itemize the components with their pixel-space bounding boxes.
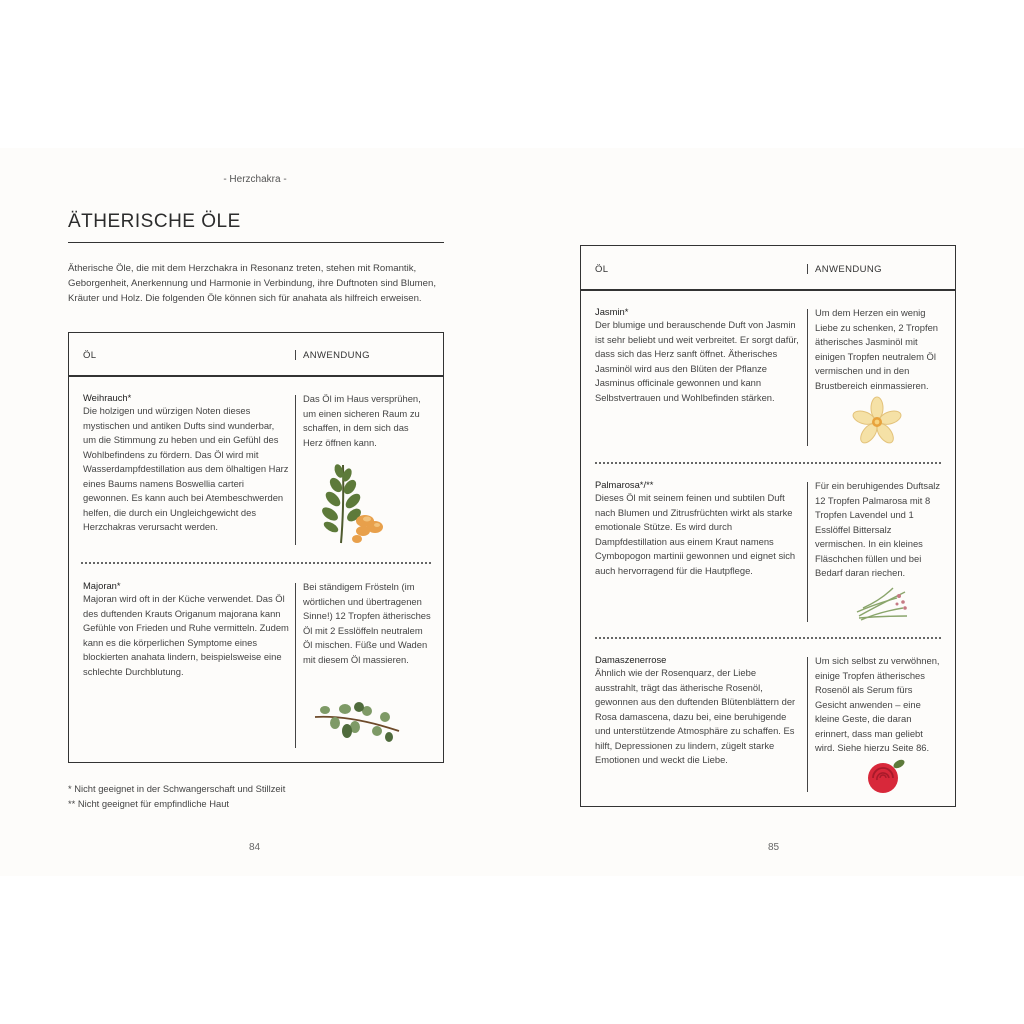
oil-application: Das Öl im Haus versprühen, um einen sicheren Raum zu schaffen, in dem sich das Herz öffnen kann. [303, 393, 421, 448]
oil-application: Um sich selbst zu verwöhnen, einige Tropfen ätherisches Rosenöl als Serum fürs Gesicht anwenden – eine kleine Geste, die daran erinnert, dass man geliebt wird. Siehe hierzu Seite 86. [815, 655, 940, 753]
intro-paragraph: Ätherische Öle, die mit dem Herzchakra in Resonanz treten, stehen mit Romantik, Geborgenheit, Anerkennung und Harmonie in Verbindung, ihre Duftnoten sind Blumen, Kräuter und Holz. Die folgenden Öle können sich für anahata als hilfreich erweisen. [68, 263, 437, 304]
oil-row-weihrauch [83, 392, 289, 535]
column-header-application: ANWENDUNG [303, 350, 370, 361]
oil-application: Bei ständigem Frösteln (im wörtlichen und übertragenen Sinne!) 12 Tropfen ätherisches Öl mit 2 Esslöffeln neutralem Öl mischen. Füße und Waden mit diesem Öl massieren. [303, 581, 431, 665]
oil-table-left [68, 332, 444, 763]
frankincense-plant-icon [317, 459, 389, 547]
oil-description: Der blumige und berauschende Duft von Jasmin ist sehr beliebt und weit verbreitet. Er sorgt dafür, dass sich das Herz sanft öffnet. Ätherisches Jasminöl wird aus den Blüten der Pflanze Jasminus officinale gewonnen und kann Selbstvertrauen und Wohlbefinden stärken. [595, 319, 799, 403]
rose-icon [863, 756, 907, 796]
oil-name: Damaszenerrose [595, 654, 667, 665]
oil-name: Palmarosa*/** [595, 479, 654, 490]
oil-description: Dieses Öl mit seinem feinen und subtilen Duft nach Blumen und Zitrusfrüchten wirkt als starke emotionale Stütze. Es wird durch Dampfdestillation aus einem Kraut namens Cymbopogon martinii gewonnen und eignet sich auch hervorragend für die Hautpflege. [595, 492, 796, 576]
oil-row-jasmin [595, 306, 801, 405]
column-header-divider [807, 264, 808, 274]
oil-description: Die holzigen und würzigen Noten dieses mystischen und antiken Dufts sind wunderbar, um die Stimmung zu heben und ein Gefühl des Wohlbefindens zu fördern. Das Öl wird mit Wasserdampfdestillation aus dem ölhaltigen Harz eines Baums namens Boswellia carteri gewonnen. Es kann auch bei Atembeschwerden helfen, die durch ein Ungleichgewicht des Herzchakras verursacht werden. [83, 405, 289, 532]
header-rule [581, 289, 955, 291]
column-divider [807, 309, 808, 446]
oil-row-damaszenerrose [595, 654, 801, 768]
oil-application: Für ein beruhigendes Duftsalz 12 Tropfen Palmarosa mit 8 Tropfen Lavendel und 1 Esslöffel Bittersalz vermischen. In ein kleines Fläschchen füllen und bei Bedarf daran riechen. [815, 480, 941, 578]
oil-application: Um dem Herzen ein wenig Liebe zu schenken, 2 Tropfen ätherisches Jasminöl mit einigen Tropfen neutralem Öl vermischen und in den Brustbereich einmassieren. [815, 307, 939, 391]
page-title: ÄTHERISCHE ÖLE [68, 211, 241, 232]
title-rule [68, 242, 444, 243]
oil-row-majoran [83, 580, 289, 679]
page-number-right: 85 [768, 842, 780, 853]
oil-table-right [580, 245, 956, 807]
column-divider [295, 395, 296, 545]
column-header-divider [295, 350, 296, 360]
jasmine-flower-icon [851, 396, 903, 448]
column-divider [807, 657, 808, 792]
oil-name: Majoran* [83, 580, 121, 591]
column-divider [295, 583, 296, 748]
column-divider [807, 482, 808, 622]
header-rule [69, 375, 443, 377]
column-header-oil: ÖL [595, 264, 609, 275]
page-number-left: 84 [249, 842, 261, 853]
column-header-application: ANWENDUNG [815, 264, 882, 275]
footnote-sensitive-skin: ** Nicht geeignet für empfindliche Haut [68, 798, 230, 809]
column-header-oil: ÖL [83, 350, 97, 361]
oil-name: Weihrauch* [83, 392, 132, 403]
row-divider [595, 462, 941, 464]
palmarosa-grass-icon [853, 582, 911, 622]
oil-name: Jasmin* [595, 306, 629, 317]
running-head: - Herzchakra - [223, 174, 287, 185]
row-divider [595, 637, 941, 639]
oil-description: Majoran wird oft in der Küche verwendet. Das Öl des duftenden Krauts Origanum majorana kann Gefühle von Frieden und Ruhe vermitteln. Zudem kann es die körperlichen Symptome eines blockierten anahata lindern, beispielsweise eine schlechte Durchblutung. [83, 593, 289, 677]
oil-description: Ähnlich wie der Rosenquarz, der Liebe ausstrahlt, trägt das ätherische Rosenöl, gewonnen aus den duftenden Blütenblättern der Rosa damascena, dazu bei, eine beruhigende und unterstützende Atmosphäre zu schaffen. Es hilft, Depressionen zu lindern, zügelt starke Emotionen und weckt die Liebe. [595, 667, 796, 765]
oil-row-palmarosa [595, 479, 801, 578]
row-divider [81, 562, 431, 564]
footnote-pregnancy: * Nicht geeignet in der Schwangerschaft und Stillzeit [68, 783, 286, 794]
marjoram-sprig-icon [311, 701, 405, 745]
